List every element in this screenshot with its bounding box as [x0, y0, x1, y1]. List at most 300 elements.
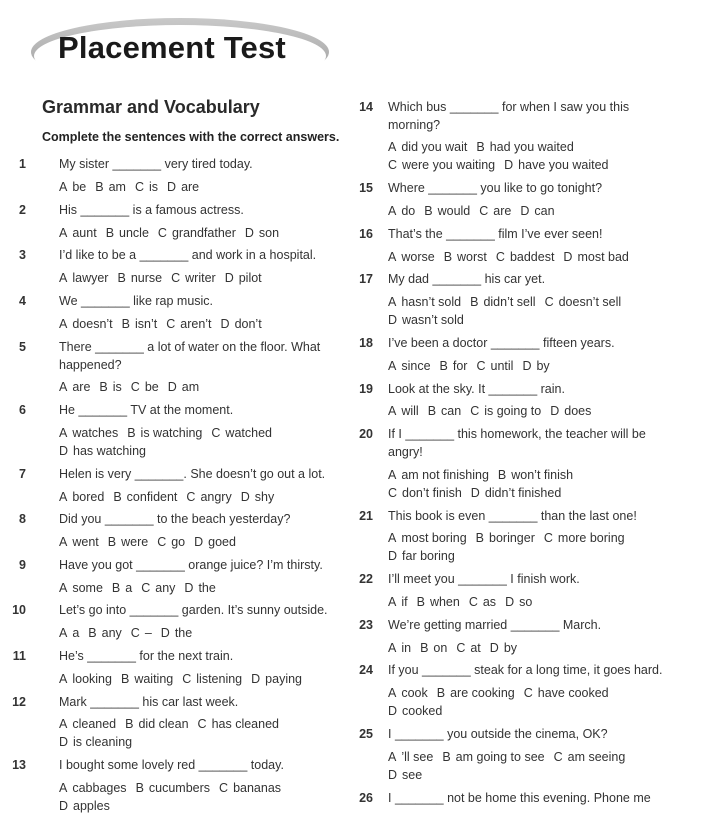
answer-option[interactable] [388, 248, 435, 266]
answer-option[interactable] [420, 639, 447, 657]
answer-option[interactable] [442, 748, 544, 766]
answer-option[interactable] [388, 293, 461, 311]
answer-option[interactable] [388, 702, 442, 720]
option-text: doesn’t [72, 317, 113, 331]
option-letter: D [59, 735, 69, 749]
answer-option[interactable] [388, 138, 467, 156]
question-text: Where _______ you like to go tonight? [388, 181, 603, 195]
answer-options [388, 402, 600, 420]
answer-option[interactable] [127, 424, 202, 442]
option-letter: B [476, 140, 485, 154]
answer-option[interactable] [59, 442, 146, 460]
option-letter: C [468, 595, 478, 609]
question-text: Helen is very _______. She doesn’t go out a lot. [59, 467, 326, 481]
question-text: Let’s go into _______ garden. It’s sunny outside. [59, 603, 328, 617]
answer-option[interactable] [59, 779, 127, 797]
question-number: 13 [12, 758, 26, 772]
option-letter: D [167, 380, 177, 394]
option-text: son [258, 226, 280, 240]
option-text: far boring [402, 549, 455, 563]
option-letter: B [125, 717, 134, 731]
answer-option[interactable] [158, 224, 236, 242]
question-text: We’re getting married _______ March. [388, 618, 602, 632]
option-text: is going to [484, 404, 542, 418]
answer-option[interactable] [225, 269, 262, 287]
option-text: are [181, 180, 200, 194]
answer-option[interactable] [113, 488, 177, 506]
option-text: some [72, 581, 103, 595]
option-letter: B [120, 672, 130, 686]
option-text: has watching [73, 444, 146, 458]
option-text: am not finishing [401, 468, 489, 482]
answer-option[interactable] [59, 797, 110, 815]
answer-option[interactable] [388, 639, 411, 657]
option-text: doesn’t sell [558, 295, 622, 309]
answer-options [59, 624, 201, 642]
answer-option[interactable] [476, 138, 573, 156]
option-letter: C [186, 490, 196, 504]
option-text: is cleaning [73, 735, 133, 749]
option-text: is [149, 180, 159, 194]
option-text: didn’t sell [483, 295, 536, 309]
question-text: His _______ is a famous actress. [59, 203, 244, 217]
option-letter: A [388, 468, 397, 482]
answer-option[interactable] [135, 178, 158, 196]
answer-options [59, 715, 288, 733]
option-letter: A [388, 250, 397, 264]
option-letter: A [59, 380, 68, 394]
option-text: boringer [489, 531, 535, 545]
answer-option[interactable] [388, 684, 428, 702]
option-letter: A [388, 404, 397, 418]
answer-option[interactable] [563, 248, 628, 266]
option-letter: A [388, 686, 397, 700]
answer-options [59, 579, 225, 597]
answer-option[interactable] [59, 715, 116, 733]
option-letter: D [160, 626, 170, 640]
question-number: 4 [19, 294, 26, 308]
answer-option[interactable] [161, 624, 192, 642]
option-text: listening [196, 672, 243, 686]
option-text: can [441, 404, 462, 418]
option-text: writer [185, 271, 216, 285]
option-letter: D [240, 490, 250, 504]
option-letter: B [105, 226, 115, 240]
option-text: since [401, 359, 431, 373]
option-letter: C [157, 535, 167, 549]
question-number: 8 [19, 512, 26, 526]
answer-option[interactable] [106, 224, 149, 242]
answer-option[interactable] [388, 402, 419, 420]
question-number: 26 [359, 791, 373, 805]
answer-option[interactable] [479, 202, 511, 220]
question-text: He’s _______ for the next train. [59, 649, 234, 663]
option-text: most bad [577, 250, 629, 264]
answer-option[interactable] [59, 378, 90, 396]
option-text: as [482, 595, 497, 609]
answer-options [59, 315, 271, 333]
option-letter: B [416, 595, 425, 609]
option-text: be [72, 180, 87, 194]
section-title: Grammar and Vocabulary [42, 97, 260, 117]
option-letter: A [59, 781, 68, 795]
answer-options [388, 138, 583, 156]
answer-option[interactable] [95, 178, 126, 196]
answer-options [388, 684, 618, 702]
answer-option[interactable] [417, 593, 460, 611]
option-letter: B [88, 626, 97, 640]
answer-option[interactable] [131, 624, 152, 642]
option-letter: C [182, 672, 192, 686]
question-text: Have you got _______ orange juice? I’m thirsty. [59, 558, 323, 572]
answer-option[interactable] [112, 579, 132, 597]
question-text: Mark _______ his car last week. [59, 695, 239, 709]
answer-option[interactable] [388, 593, 408, 611]
option-letter: A [388, 140, 397, 154]
answer-option[interactable] [505, 593, 532, 611]
option-letter: A [59, 226, 68, 240]
option-text: by [536, 359, 550, 373]
option-text: have you waited [518, 158, 609, 172]
answer-option[interactable] [388, 529, 467, 547]
question-text: We _______ like rap music. [59, 294, 214, 308]
answer-option[interactable] [440, 357, 468, 375]
question-text: If I _______ this homework, the teacher will be angry! [388, 427, 650, 459]
answer-option[interactable] [122, 315, 158, 333]
answer-option[interactable] [88, 624, 122, 642]
question-number: 23 [359, 618, 373, 632]
option-text: cabbages [72, 781, 127, 795]
answer-options [388, 293, 630, 311]
option-text: baddest [509, 250, 555, 264]
option-text: don’t [234, 317, 262, 331]
answer-option[interactable] [524, 684, 609, 702]
option-text: in [401, 641, 412, 655]
option-letter: A [59, 271, 68, 285]
answer-option[interactable] [182, 670, 242, 688]
answer-option[interactable] [117, 269, 162, 287]
option-letter: C [476, 359, 486, 373]
option-letter: C [211, 426, 221, 440]
answer-option[interactable] [388, 766, 422, 784]
question-text: I _______ not be home this evening. Phone me [388, 791, 651, 805]
answer-option[interactable] [544, 529, 625, 547]
answer-option[interactable] [219, 779, 281, 797]
question-number: 17 [359, 272, 373, 286]
option-letter: D [244, 226, 254, 240]
option-text: have cooked [537, 686, 609, 700]
answer-option[interactable] [545, 293, 622, 311]
option-text: if [401, 595, 408, 609]
answer-options [388, 639, 526, 657]
question-text: He _______ TV at the moment. [59, 403, 234, 417]
option-letter: C [197, 717, 207, 731]
answer-option[interactable] [476, 357, 513, 375]
option-letter: D [520, 204, 530, 218]
answer-option[interactable] [198, 715, 279, 733]
question-text: I’ve been a doctor _______ fifteen years. [388, 336, 615, 350]
answer-option[interactable] [245, 224, 279, 242]
answer-option[interactable] [388, 156, 495, 174]
option-text: lawyer [72, 271, 109, 285]
question-number: 20 [359, 427, 373, 441]
answer-option[interactable] [388, 484, 462, 502]
option-text: on [433, 641, 448, 655]
option-text: do [401, 204, 416, 218]
option-text: won’t finish [511, 468, 574, 482]
option-letter: B [497, 468, 507, 482]
option-letter: B [95, 180, 104, 194]
option-letter: B [113, 490, 122, 504]
option-letter: D [550, 404, 560, 418]
option-text: by [503, 641, 518, 655]
question-number: 22 [359, 572, 373, 586]
answer-option[interactable] [444, 248, 487, 266]
answer-options [388, 547, 464, 565]
question-number: 2 [19, 203, 26, 217]
option-letter: D [251, 672, 261, 686]
option-text: be [144, 380, 159, 394]
answer-options [388, 702, 451, 720]
option-letter: C [523, 686, 533, 700]
question-number: 24 [359, 663, 373, 677]
question-number: 9 [19, 558, 26, 572]
answer-option[interactable] [121, 670, 173, 688]
option-letter: D [489, 641, 499, 655]
answer-option[interactable] [184, 579, 215, 597]
answer-option[interactable] [496, 248, 555, 266]
answer-option[interactable] [554, 748, 626, 766]
answer-options [388, 156, 618, 174]
option-letter: D [184, 581, 194, 595]
answer-option[interactable] [59, 224, 97, 242]
question-number: 21 [359, 509, 373, 523]
option-text: hasn’t sold [401, 295, 462, 309]
option-letter: A [59, 672, 68, 686]
option-text: am going to see [455, 750, 545, 764]
option-letter: C [166, 317, 176, 331]
option-letter: C [388, 486, 398, 500]
answer-options [59, 533, 245, 551]
answer-option[interactable] [520, 202, 554, 220]
page-title: Placement Test [58, 30, 286, 65]
answer-option[interactable] [166, 315, 211, 333]
option-text: isn’t [135, 317, 158, 331]
option-letter: B [121, 317, 130, 331]
option-text: the [174, 626, 193, 640]
answer-option[interactable] [59, 624, 79, 642]
answer-option[interactable] [471, 484, 561, 502]
answer-option[interactable] [59, 488, 104, 506]
option-text: any [155, 581, 176, 595]
question-number: 6 [19, 403, 26, 417]
answer-option[interactable] [59, 533, 99, 551]
option-text: watched [225, 426, 272, 440]
option-text: are [493, 204, 512, 218]
question-number: 10 [12, 603, 26, 617]
answer-option[interactable] [59, 315, 113, 333]
option-letter: A [388, 204, 397, 218]
option-letter: D [224, 271, 234, 285]
answer-option[interactable] [168, 378, 199, 396]
answer-option[interactable] [99, 378, 121, 396]
answer-option[interactable] [59, 579, 103, 597]
option-text: is watching [140, 426, 203, 440]
answer-option[interactable] [131, 378, 159, 396]
answer-option[interactable] [388, 466, 489, 484]
option-text: had you waited [489, 140, 574, 154]
question-text: I _______ you outside the cinema, OK? [388, 727, 608, 741]
option-text: cook [401, 686, 428, 700]
option-text: worst [457, 250, 487, 264]
answer-option[interactable] [504, 156, 608, 174]
answer-option[interactable] [456, 639, 480, 657]
option-text: angry [200, 490, 232, 504]
answer-options [388, 202, 564, 220]
question-number: 19 [359, 382, 373, 396]
option-text: has cleaned [211, 717, 279, 731]
answer-option[interactable] [470, 293, 535, 311]
answer-option[interactable] [469, 593, 496, 611]
question-number: 25 [359, 727, 373, 741]
option-letter: B [475, 531, 484, 545]
option-letter: D [563, 250, 573, 264]
answer-option[interactable] [241, 488, 274, 506]
answer-option[interactable] [251, 670, 302, 688]
option-letter: A [388, 595, 397, 609]
question-text: That’s the _______ film I’ve ever seen! [388, 227, 603, 241]
option-text: looking [72, 672, 112, 686]
question-number: 14 [359, 100, 373, 114]
question-text: This book is even _______ than the last one! [388, 509, 637, 523]
answer-option[interactable] [157, 533, 185, 551]
answer-option[interactable] [59, 733, 132, 751]
option-letter: A [388, 295, 397, 309]
answer-option[interactable] [498, 466, 573, 484]
question-text: There _______ a lot of water on the floor. What happened? [59, 340, 324, 372]
option-letter: C [470, 404, 480, 418]
option-text: am [181, 380, 200, 394]
option-text: were you waiting [402, 158, 496, 172]
answer-option[interactable] [171, 269, 216, 287]
option-text: nurse [130, 271, 163, 285]
option-letter: C [134, 180, 144, 194]
option-text: aren’t [180, 317, 212, 331]
option-text: paying [265, 672, 303, 686]
answer-option[interactable] [476, 529, 535, 547]
answer-option[interactable] [428, 402, 462, 420]
instructions: Complete the sentences with the correct answers. [42, 130, 340, 144]
option-letter: A [59, 581, 68, 595]
answer-option[interactable] [388, 202, 415, 220]
answer-option[interactable] [470, 402, 541, 420]
option-letter: C [479, 204, 489, 218]
option-text: most boring [401, 531, 467, 545]
answer-option[interactable] [136, 779, 210, 797]
option-letter: D [388, 549, 398, 563]
question-text: I bought some lovely red _______ today. [59, 758, 284, 772]
answer-options [388, 748, 634, 766]
answer-option[interactable] [125, 715, 188, 733]
option-letter: A [59, 717, 68, 731]
question-number: 5 [19, 340, 26, 354]
option-letter: C [141, 581, 151, 595]
option-text: wasn’t sold [402, 313, 464, 327]
option-letter: C [171, 271, 181, 285]
option-text: would [437, 204, 471, 218]
question-text: I’d like to be a _______ and work in a hospital. [59, 248, 317, 262]
answer-option[interactable] [388, 357, 431, 375]
option-text: uncle [119, 226, 149, 240]
answer-option[interactable] [59, 670, 112, 688]
option-letter: B [117, 271, 126, 285]
answer-option[interactable] [186, 488, 231, 506]
answer-option[interactable] [211, 424, 272, 442]
option-text: a [125, 581, 133, 595]
answer-option[interactable] [59, 178, 86, 196]
option-text: pilot [238, 271, 262, 285]
answer-options [59, 488, 283, 506]
option-text: more boring [557, 531, 625, 545]
option-letter: B [470, 295, 479, 309]
option-text: ’ll see [401, 750, 434, 764]
answer-option[interactable] [59, 269, 108, 287]
question-number: 11 [12, 649, 26, 663]
question-number: 7 [19, 467, 26, 481]
answer-options [59, 670, 311, 688]
answer-options [59, 779, 290, 797]
question-number: 1 [19, 157, 26, 171]
answer-option[interactable] [388, 547, 455, 565]
option-letter: B [436, 686, 446, 700]
option-letter: A [388, 641, 397, 655]
answer-option[interactable] [141, 579, 175, 597]
option-letter: D [59, 799, 69, 813]
option-text: so [519, 595, 533, 609]
answer-option[interactable] [388, 748, 433, 766]
answer-option[interactable] [194, 533, 236, 551]
answer-option[interactable] [108, 533, 148, 551]
option-letter: B [99, 380, 108, 394]
question-text: My dad _______ his car yet. [388, 272, 546, 286]
answer-option[interactable] [437, 684, 515, 702]
answer-option[interactable] [167, 178, 199, 196]
option-text: were [121, 535, 149, 549]
answer-option[interactable] [550, 402, 591, 420]
option-text: apples [73, 799, 110, 813]
option-text: grandfather [171, 226, 236, 240]
option-text: the [198, 581, 216, 595]
answer-options [59, 224, 288, 242]
answer-option[interactable] [59, 424, 118, 442]
option-letter: C [495, 250, 505, 264]
option-text: worse [401, 250, 435, 264]
option-text: cucumbers [148, 781, 211, 795]
answer-option[interactable] [221, 315, 262, 333]
option-letter: D [504, 158, 514, 172]
answer-option[interactable] [522, 357, 549, 375]
answer-options [388, 529, 634, 547]
answer-option[interactable] [424, 202, 470, 220]
answer-option[interactable] [490, 639, 517, 657]
option-letter: C [553, 750, 563, 764]
title-banner [29, 14, 331, 90]
option-text: bored [72, 490, 105, 504]
answer-options [388, 248, 638, 266]
option-text: can [534, 204, 555, 218]
answer-options [388, 766, 431, 784]
answer-option[interactable] [388, 311, 464, 329]
